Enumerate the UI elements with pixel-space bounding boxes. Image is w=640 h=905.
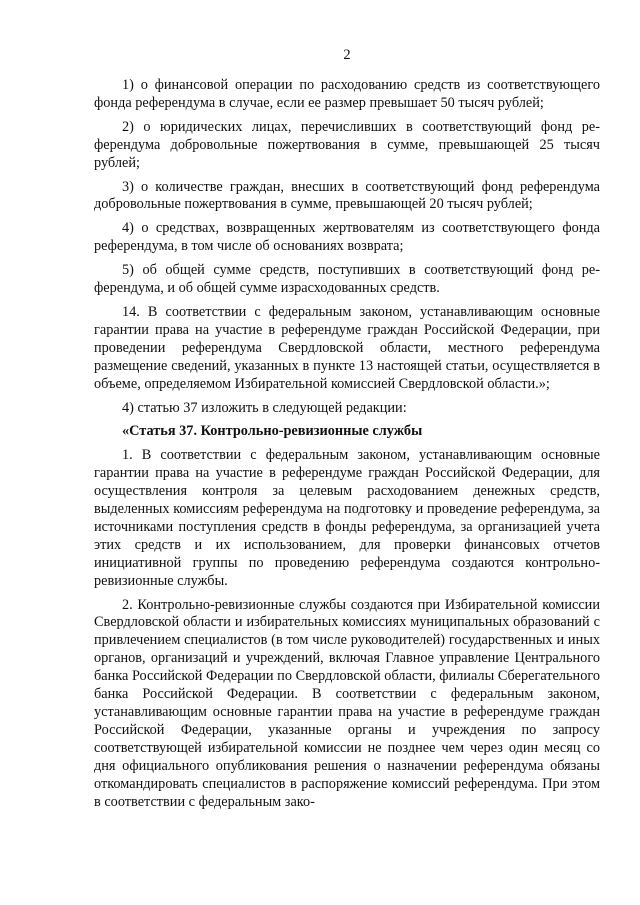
page-number: 2 [343,47,351,63]
paragraph-amendment-4: 4) статью 37 изложить в следующей редакции: [122,399,407,416]
paragraph-section-14: 14. В соответствии с федеральным законом, устанавливающим основные гарантии права на участие в референдуме граждан Российской Федерации, при проведении референдума Свердловской области, местного референдума размещение сведений, указанных в пункте 13 настоящей статьи, осуществляется в объеме, определяемом Избирательной комиссией Свердловской области.»; [94,303,600,392]
article-37-heading: «Статья 37. Контрольно-ревизионные службы [122,423,423,440]
article-37-paragraph-2: 2. Контрольно-ревизионные службы создаются при Избирательной комиссии Свердловской области и избирательных комиссиях муниципальных образований с привлечением специалистов (в том числе руководителей) государственных и иных органов, организаций и учреждений, включая Главное управление Центрального банка Российской Федерации по Свердловской области, филиалы Сберегательного банка Российской Федерации. В соответствии с федеральным законом, устанавливающим основные гарантии права на участие в референдуме граждан Российской Федерации, указанные органы и учреждения по запросу соответствующей избирательной комиссии не позднее чем через один месяц со дня официального опубликования решения о назначении референдума обязаны откомандировать специалистов в распоряжение комиссий референдума. При этом в соответствии с федеральным зако- [94,596,600,810]
article-37-paragraph-1: 1. В соответствии с федеральным законом, устанавливающим основные гарантии права на участие в референдуме граждан Российской Федерации, для осуществления контроля за целевым расходованием денежных средств, выделенных комиссиям референдума на подготовку и проведение референдума, за источниками поступления средств в фонды референдума, за организацией учета этих средств и их использованием, для проверки финансовых отчетов инициативной группы по проведению референдума создаются контрольно-ревизионные службы. [94,447,600,589]
paragraph-item-4: 4) о средствах, возвращенных жертвователям из соответствующего фонда референдума, в том числе об основаниях возврата; [94,220,600,255]
paragraph-item-2: 2) о юридических лицах, перечисливших в соответствующий фонд референдума добровольные пожертвования в сумме, превышающей 25 тысяч рублей; [94,118,600,171]
paragraph-item-5: 5) об общей сумме средств, поступивших в соответствующий фонд референдума, и об общей сумме израсходованных средств. [94,262,600,297]
paragraph-item-3: 3) о количестве граждан, внесших в соответствующий фонд референдума добровольные пожертвования в сумме, превышающей 20 тысяч рублей; [94,178,600,213]
paragraph-item-1: 1) о финансовой операции по расходованию средств из соответствующего фонда референдума в случае, если ее размер превышает 50 тысяч рублей; [94,77,600,111]
